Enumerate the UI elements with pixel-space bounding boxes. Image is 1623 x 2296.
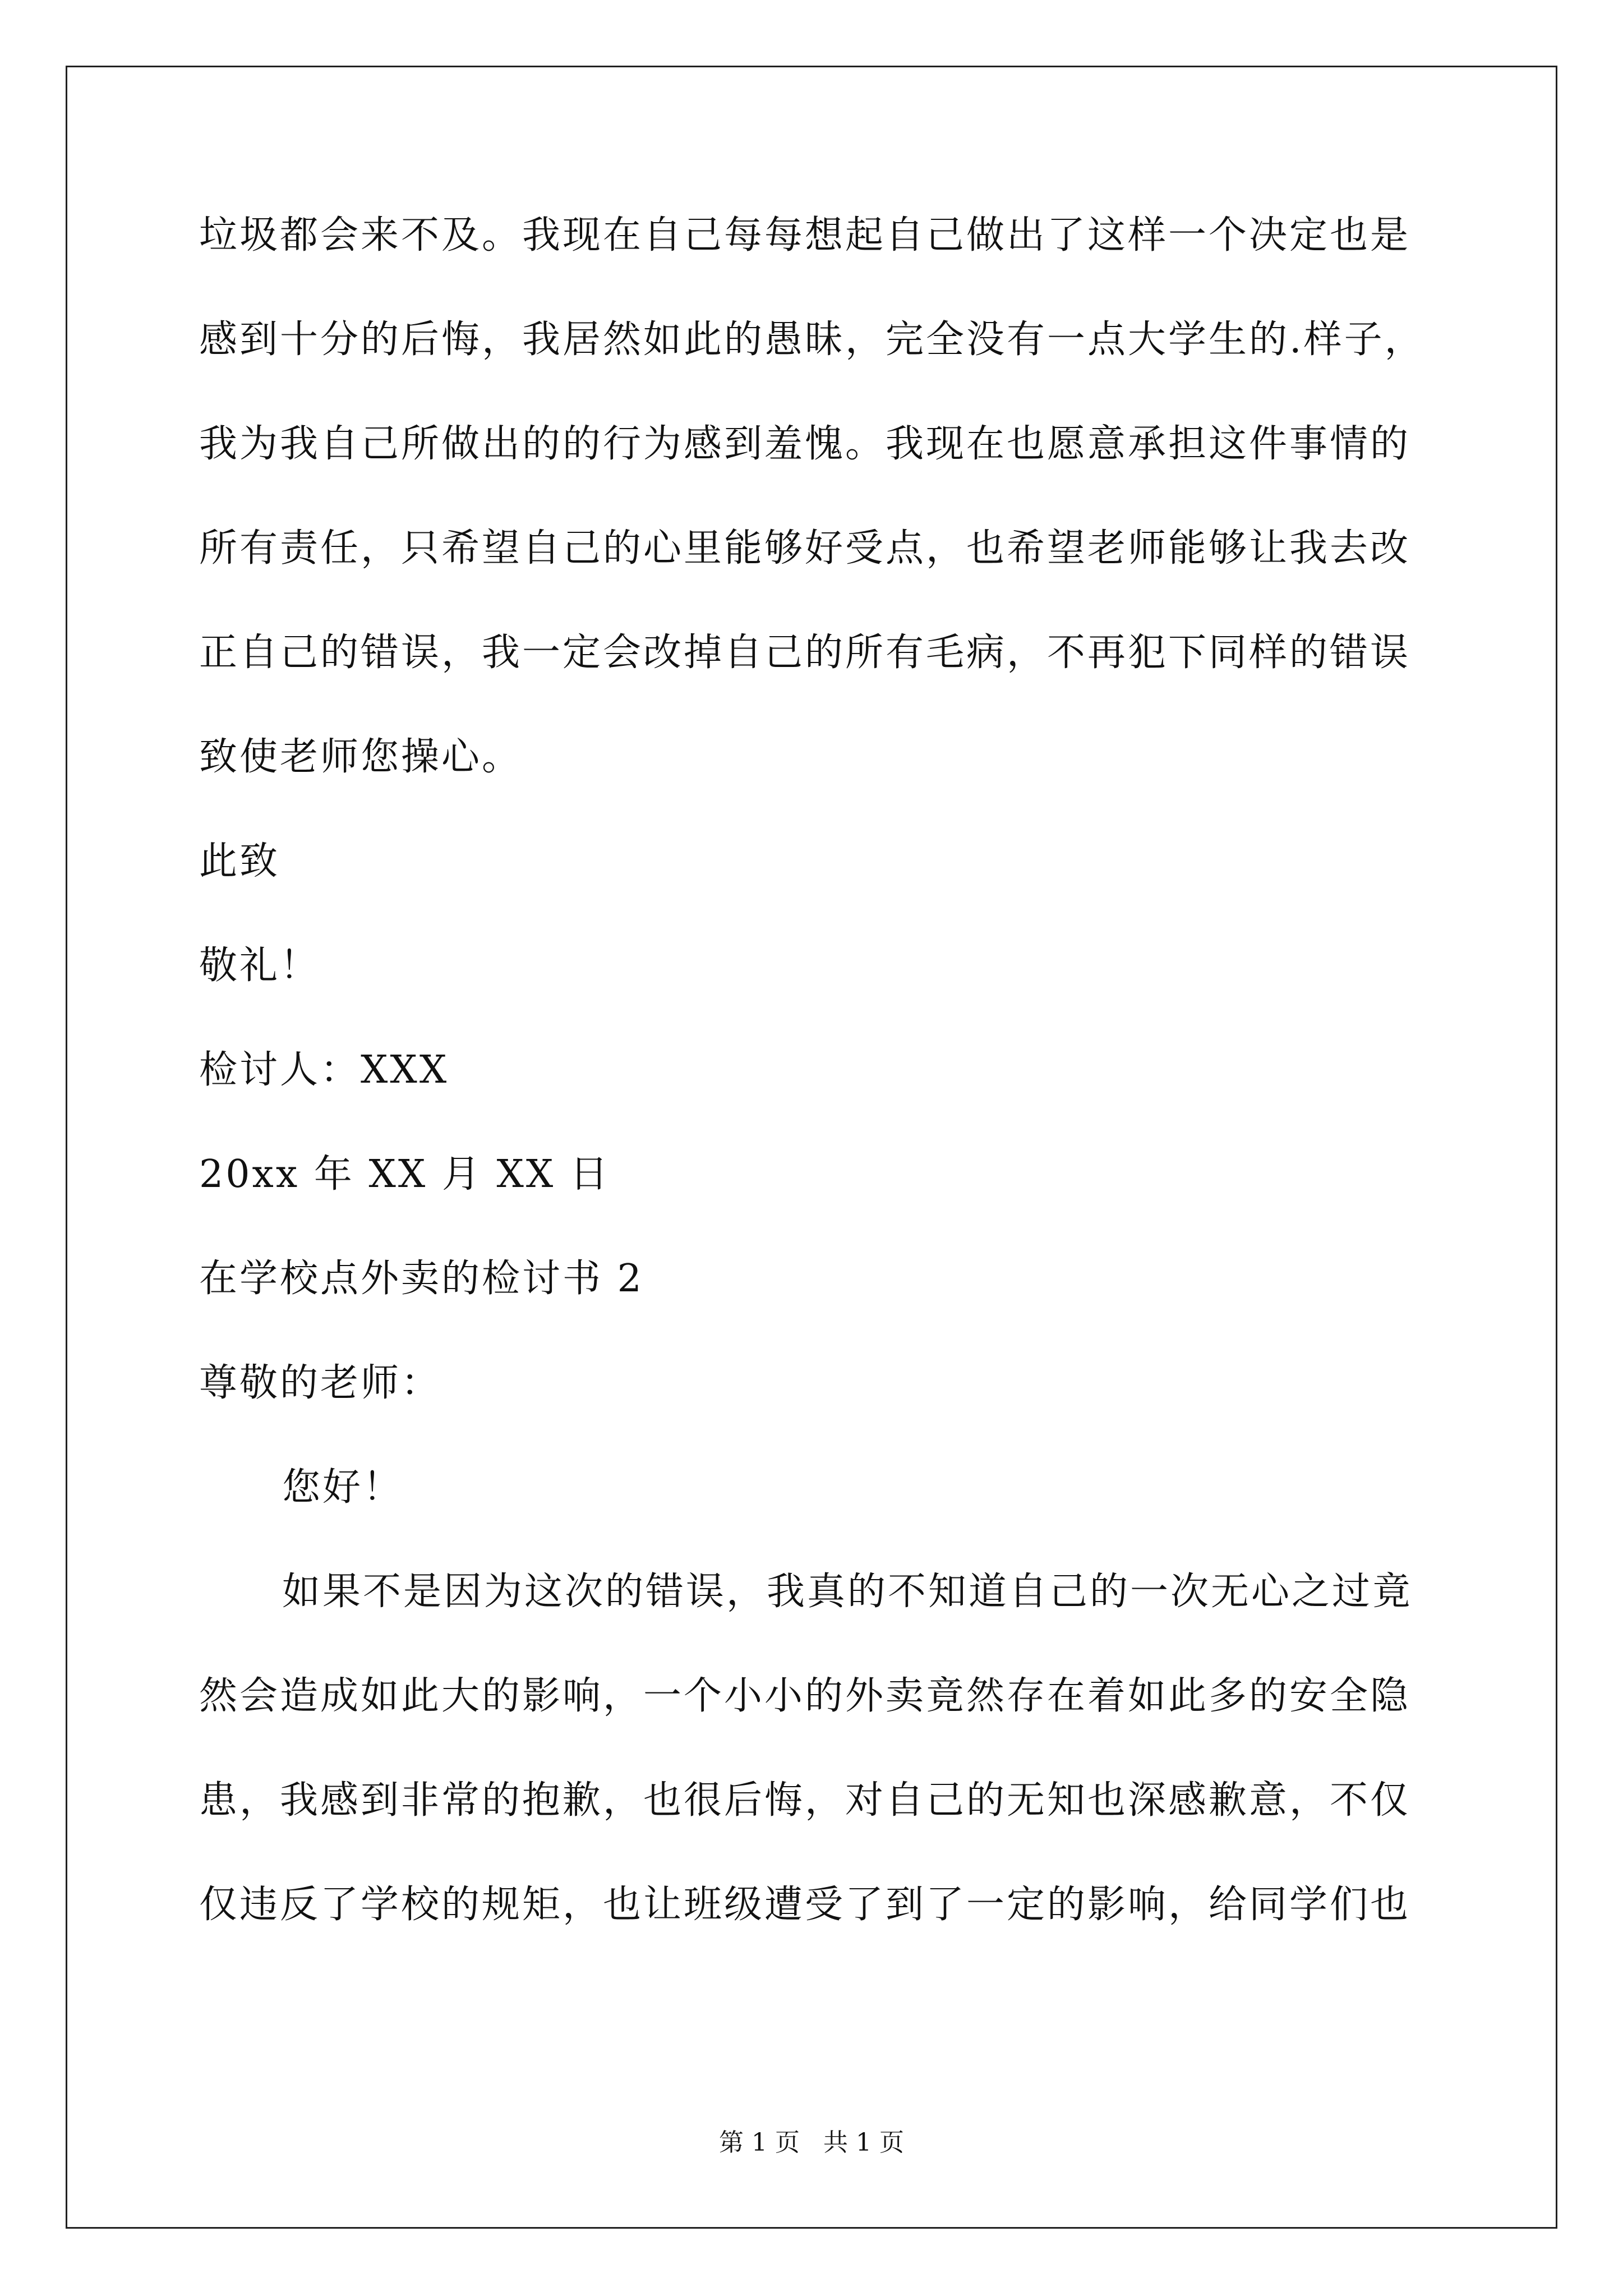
body-line: 致使老师您操心。 (199, 735, 523, 779)
body-line: 我为我自己所做出的的行为感到羞愧。我现在也愿意承担这件事情的 (199, 422, 1411, 466)
greeting: 尊敬的老师： (199, 1361, 442, 1405)
body-line: 患，我感到非常的抱歉，也很后悔，对自己的无知也深感歉意，不仅 (199, 1778, 1411, 1823)
greeting-hello: 您好！ (282, 1465, 404, 1510)
body-line: 所有责任，只希望自己的心里能够好受点，也希望老师能够让我去改 (199, 526, 1411, 570)
date-line: 20xx 年 XX 月 XX 日 (199, 1152, 610, 1197)
signature-line: 检讨人：XXX (199, 1048, 449, 1092)
closing-salutation: 此致 (199, 839, 280, 884)
body-line: 然会造成如此大的影响，一个小小的外卖竟然存在着如此多的安全隐 (199, 1674, 1411, 1718)
section-title: 在学校点外卖的检讨书 2 (199, 1257, 644, 1301)
closing-regards: 敬礼！ (199, 944, 321, 988)
body-line: 如果不是因为这次的错误，我真的不知道自己的一次无心之过竟 (282, 1570, 1413, 1614)
body-line: 垃圾都会来不及。我现在自己每每想起自己做出了这样一个决定也是 (199, 213, 1411, 257)
body-line: 感到十分的后悔，我居然如此的愚昧，完全没有一点大学生的.样子， (199, 318, 1425, 362)
body-line: 正自己的错误，我一定会改掉自己的所有毛病，不再犯下同样的错误 (199, 631, 1411, 675)
page-footer: 第 1 页 共 1 页 (719, 2128, 904, 2157)
body-line: 仅违反了学校的规矩，也让班级遭受了到了一定的影响，给同学们也 (199, 1883, 1411, 1927)
